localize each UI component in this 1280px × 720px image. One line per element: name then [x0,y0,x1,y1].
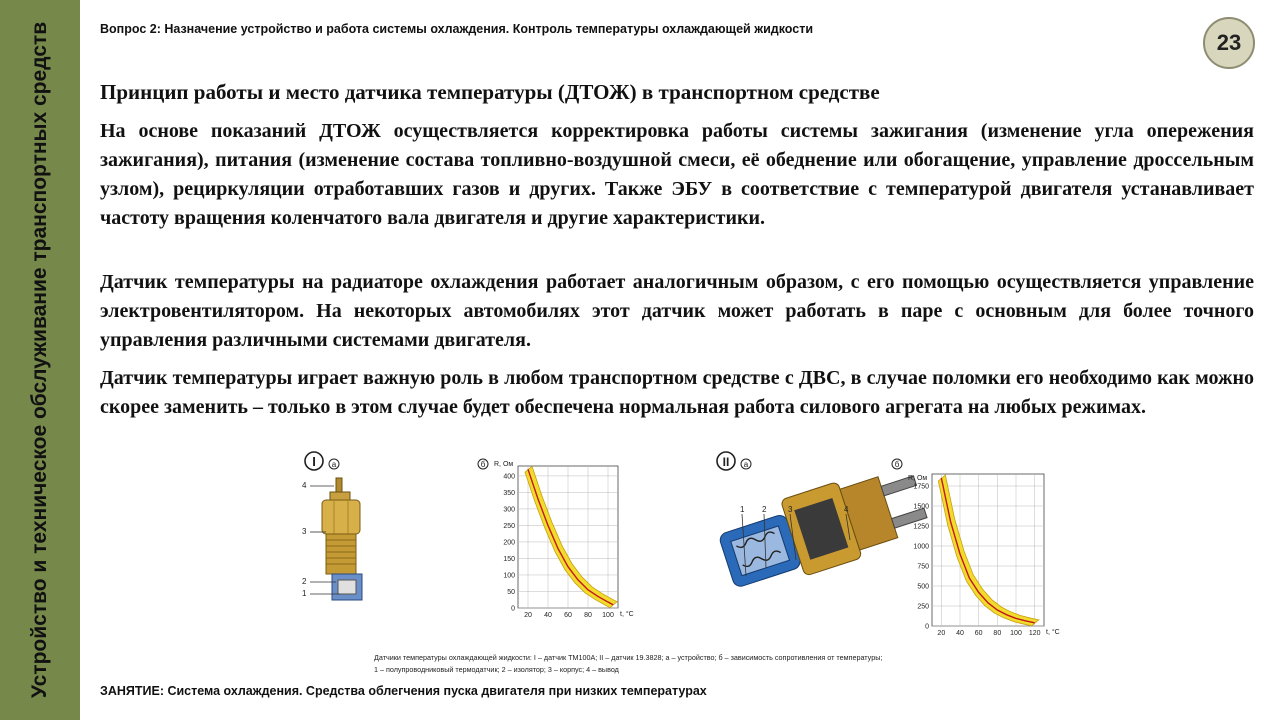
roman-label-1: I [312,454,316,469]
chart-1-ytick: 200 [503,539,515,547]
page-number-badge: 23 [1203,17,1255,69]
chart-1-ytick: 0 [511,605,515,613]
main-heading: Принцип работы и место датчика температуры (ДТОЖ) в транспортном средстве [100,80,880,104]
roman-label-2: II [722,455,730,469]
callout-1-4: 4 [302,481,307,490]
figure-caption-line-2: 1 – полупроводниковый термодатчик; 2 – изолятор; 3 – корпус; 4 – вывод [374,665,619,674]
chart-2-ytick: 1000 [913,543,929,551]
paragraph-3: Датчик температуры играет важную роль в любом транспортном средстве с ДВС, в случае поломки его необходимо как можно скорее заменить – только в этом случае будет обеспечена нормальная работа силового агрегата на любых режимах. [100,367,1254,418]
chart-1-ytick: 400 [503,473,515,481]
sensor-figure-svg [290,448,1060,676]
callout-1-1: 1 [302,589,307,598]
sub-label-b-1: б [480,460,486,469]
chart-2-xtick: 20 [937,630,946,637]
chart-1-xtick: 80 [584,612,592,619]
chart-2-xtick: 80 [993,630,1002,637]
chart-1-xtick: 20 [524,612,532,619]
chart-2-ytick: 250 [917,603,929,611]
callout-2-2: 2 [762,505,767,514]
paragraph-1: На основе показаний ДТОЖ осуществляется корректировка работы системы зажигания (изменение угла опережения зажигания), питания (изменение состава топливно-воздушной смеси, её обеднение или обогащение, управление дроссельным узлом), рециркуляции отработавших газов и других. Также ЭБУ в соответствие с температурой двигателя устанавливает частоту вращения коленчатого вала двигателя и другие характеристики. [100,120,1254,229]
chart-2-ylabel: R, Ом [908,475,928,482]
chart-1-ytick: 250 [503,522,515,530]
sub-label-a-1: а [331,460,337,469]
sub-label-b-2: б [894,460,900,469]
paragraph-2: Датчик температуры на радиаторе охлаждения работает аналогичным образом, с его помощью осуществляется управление электровентилятором. На некоторых автомобилях этот датчик может работать в паре с основным для более точного управления различными системами двигателя. [100,271,1254,351]
chart-1-xtick: 60 [564,612,572,619]
chart-2-ytick: 1250 [913,523,929,531]
chart-1-ytick: 100 [503,572,515,580]
sensor-figure [290,448,1060,676]
chart-2 [892,459,1060,637]
chart-1-ytick: 350 [503,489,515,497]
chart-2-xtick: 120 [1028,630,1041,637]
chart-1 [478,459,634,619]
chart-1-ylabel: R, Ом [494,461,514,468]
chart-2-ytick: 750 [917,563,929,571]
lesson-title: ЗАНЯТИЕ: Система охлаждения. Средства облегчения пуска двигателя при низких температурах [100,684,707,698]
chart-1-xlabel: t, °C [620,611,634,618]
callout-2-3: 3 [788,505,793,514]
callout-2-4: 4 [844,505,849,514]
chart-2-ytick: 500 [917,583,929,591]
sidebar-title: Устройство и техническое обслуживание транспортных средств [28,21,51,699]
chart-2-ytick: 1750 [913,483,929,491]
question-title: Вопрос 2: Назначение устройство и работа системы охлаждения. Контроль температуры охлаждающей жидкости [100,22,814,36]
chart-1-ytick: 50 [507,588,515,596]
sensor-2-illustration [714,452,933,598]
sensor-1-illustration [302,452,362,600]
callout-2-1: 1 [740,505,745,514]
chart-1-ytick: 300 [503,506,515,514]
callout-1-2: 2 [302,577,307,586]
chart-2-xtick: 100 [1010,630,1022,637]
chart-2-xtick: 60 [974,630,983,637]
chart-2-ytick: 0 [925,623,929,631]
chart-2-xlabel: t, °C [1046,629,1060,636]
chart-1-xtick: 100 [602,612,614,619]
sub-label-a-2: а [743,460,749,469]
chart-1-xtick: 40 [544,612,552,619]
sidebar [0,0,80,720]
callout-1-3: 3 [302,527,307,536]
chart-2-xtick: 40 [956,630,964,637]
chart-2-ytick: 1500 [913,503,929,511]
chart-1-ytick: 150 [503,555,515,563]
figure-caption-line-1: Датчики температуры охлаждающей жидкости: I – датчик ТМ100А; II – датчик 19.3828; а – устройство; б – зависимость сопротивления от температуры; [374,653,883,662]
